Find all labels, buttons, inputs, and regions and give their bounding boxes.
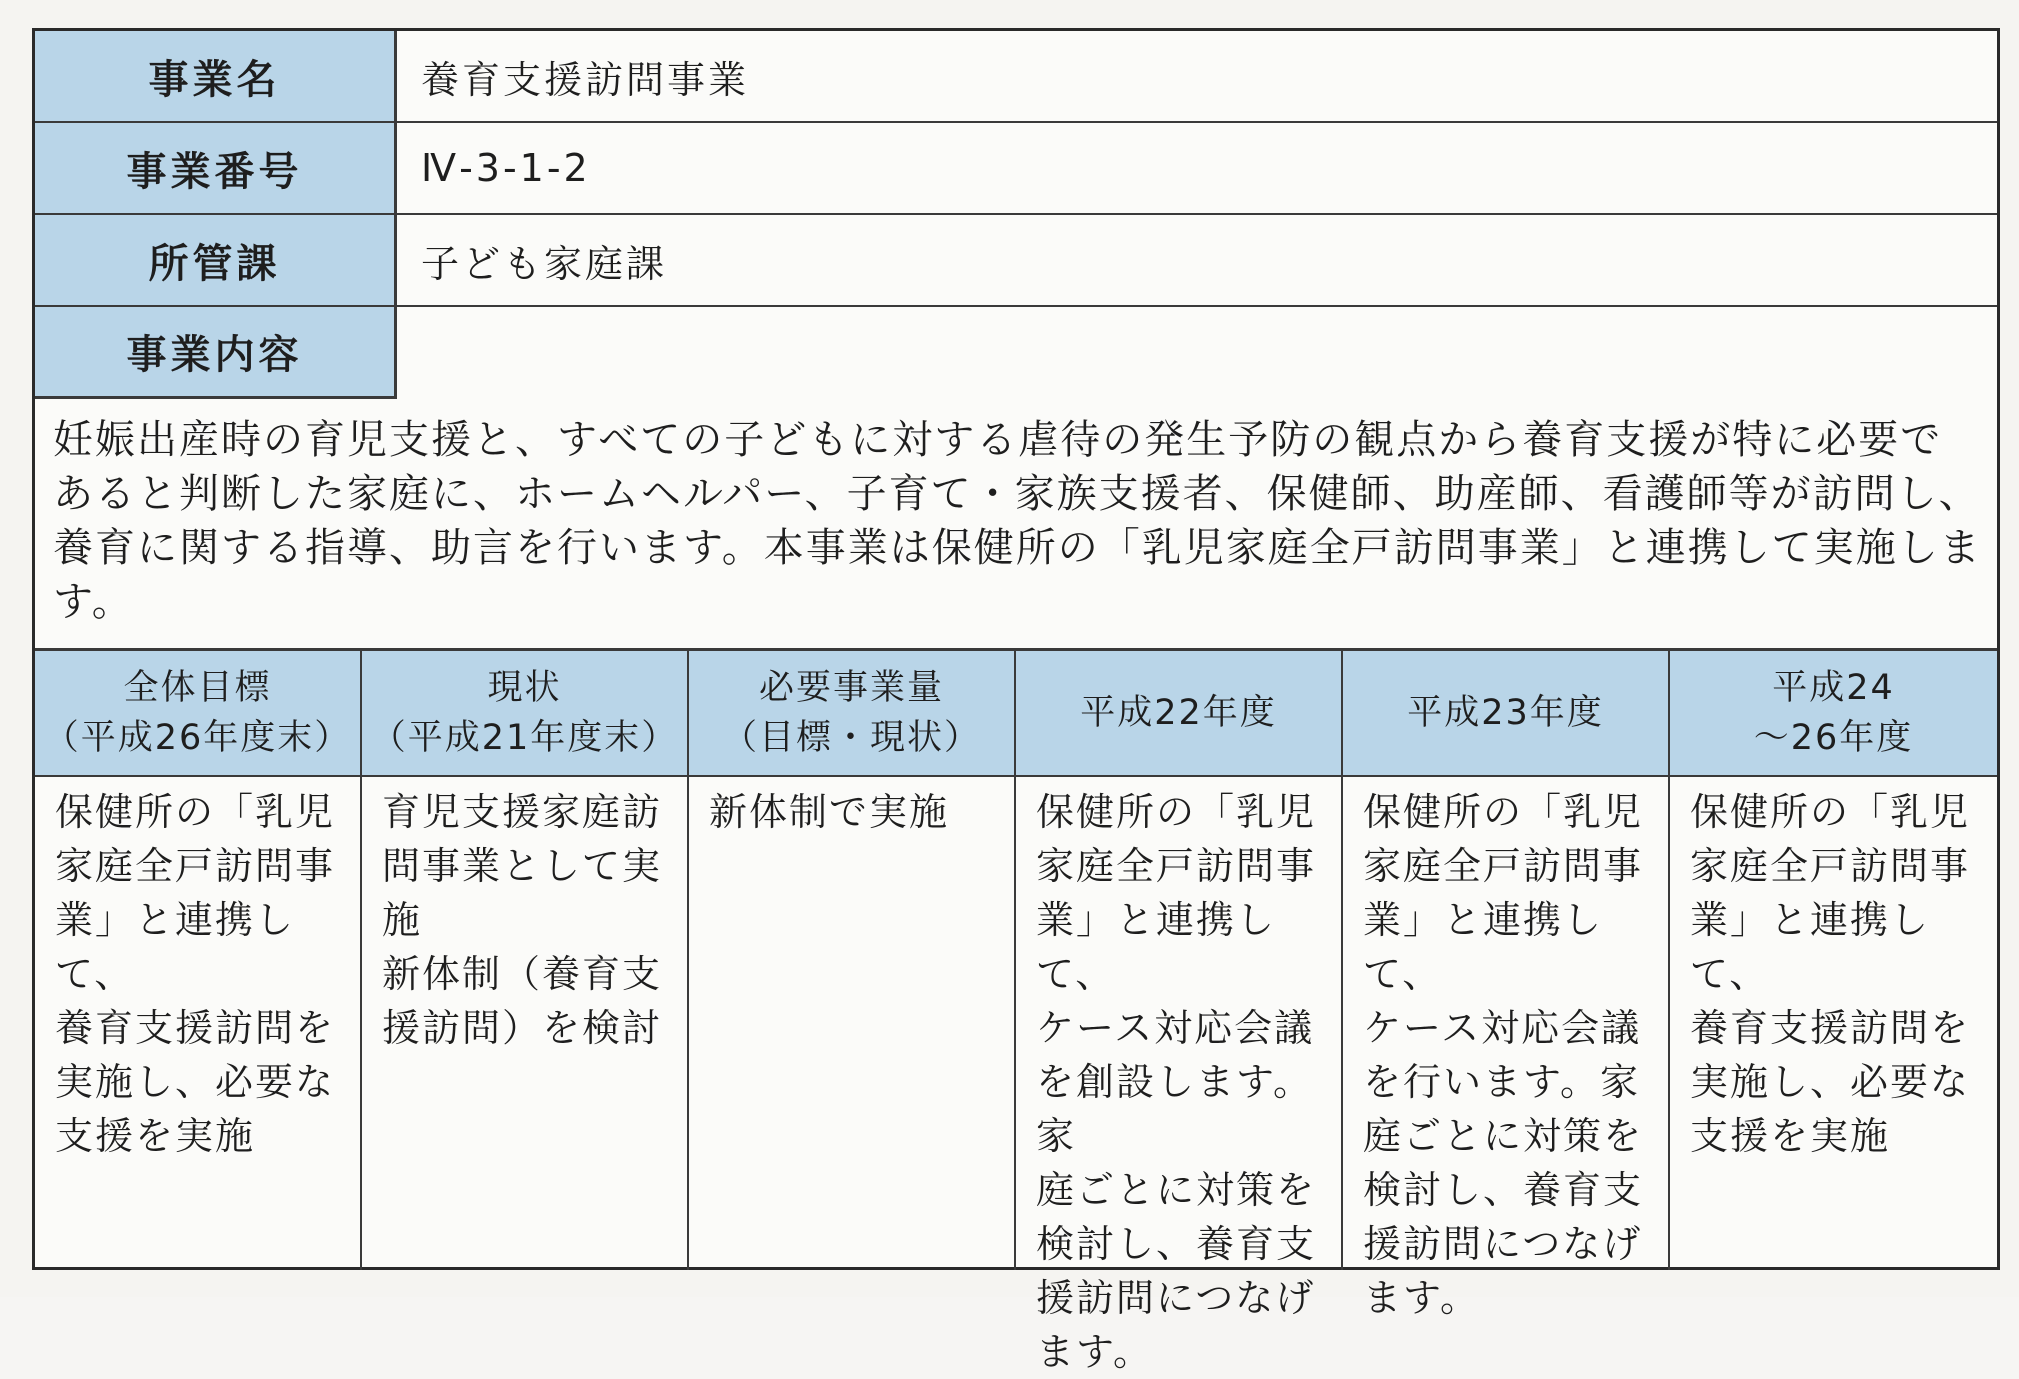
column-header-subtitle: （平成26年度末） [43, 718, 352, 758]
column-fy22 [1016, 651, 1343, 1374]
column-body: 新体制で実施 [709, 790, 950, 834]
column-header [1670, 651, 1997, 777]
column-header [362, 651, 687, 777]
column-header [1343, 651, 1668, 777]
column-body: 保健所の「乳児 家庭全戸訪問事 業」と連携して、 ケース対応会議 を行います。家 庭ごとに対策を 検討し、養育支 援訪問につなげ ます。 [1363, 790, 1644, 1320]
project-number-label: 事業番号 [35, 123, 397, 213]
column-header [1016, 651, 1341, 777]
content-label: 事業内容 [35, 307, 397, 399]
project-name-label: 事業名 [35, 31, 397, 121]
department-value: 子ども家庭課 [421, 241, 668, 286]
column-header-subtitle: ～26年度 [1753, 718, 1914, 758]
project-number-row [35, 123, 1997, 215]
department-label: 所管課 [35, 215, 397, 305]
column-fy23 [1343, 651, 1670, 1320]
column-header-title: 平成22年度 [1080, 693, 1277, 733]
project-sheet [32, 28, 2000, 1374]
goals-table [35, 648, 1997, 1374]
column-body: 保健所の「乳児 家庭全戸訪問事 業」と連携して、 養育支援訪問を 実施し、必要な 支援を実施 [55, 790, 336, 1158]
column-header-subtitle: （平成21年度末） [370, 718, 679, 758]
column-overall-goal [35, 651, 362, 1270]
column-body: 育児支援家庭訪 問事業として実 施 新体制（養育支 援訪問）を検討 [382, 790, 663, 1050]
project-name-value: 養育支援訪問事業 [421, 57, 750, 102]
column-body: 保健所の「乳児 家庭全戸訪問事 業」と連携して、 養育支援訪問を 実施し、必要な 支援を実施 [1690, 790, 1971, 1158]
column-header-title: 平成23年度 [1407, 693, 1604, 733]
column-header-title: 必要事業量 [758, 668, 944, 708]
column-header-title: 全体目標 [123, 668, 272, 708]
column-header [689, 651, 1014, 777]
column-current-status [362, 651, 689, 1270]
department-row [35, 215, 1997, 307]
column-header [35, 651, 360, 777]
project-number-value: Ⅳ-3-1-2 [421, 146, 591, 190]
column-fy24-26 [1670, 651, 1997, 1270]
project-description: 妊娠出産時の育児支援と、すべての子どもに対する虐待の発生予防の観点から養育支援が特に必要であると判断した家庭に、ホームヘルパー、子育て・家族支援者、保健師、助産師、看護師等が訪問し、養育に関する指導、助言を行います。本事業は保健所の「乳児家庭全戸訪問事業」と連携して実施します。 [53, 417, 1982, 625]
column-header-subtitle: （目標・現状） [721, 718, 981, 758]
column-header-title: 平成24 [1772, 668, 1895, 708]
content-row [35, 307, 1997, 399]
column-header-title: 現状 [487, 668, 562, 708]
project-name-row [35, 31, 1997, 123]
column-body: 保健所の「乳児 家庭全戸訪問事 業」と連携して、 ケース対応会議 を創設します。家 庭ごとに対策を 検討し、養育支 援訪問につなげ ます。 [1036, 790, 1317, 1374]
column-required-volume [689, 651, 1016, 1270]
